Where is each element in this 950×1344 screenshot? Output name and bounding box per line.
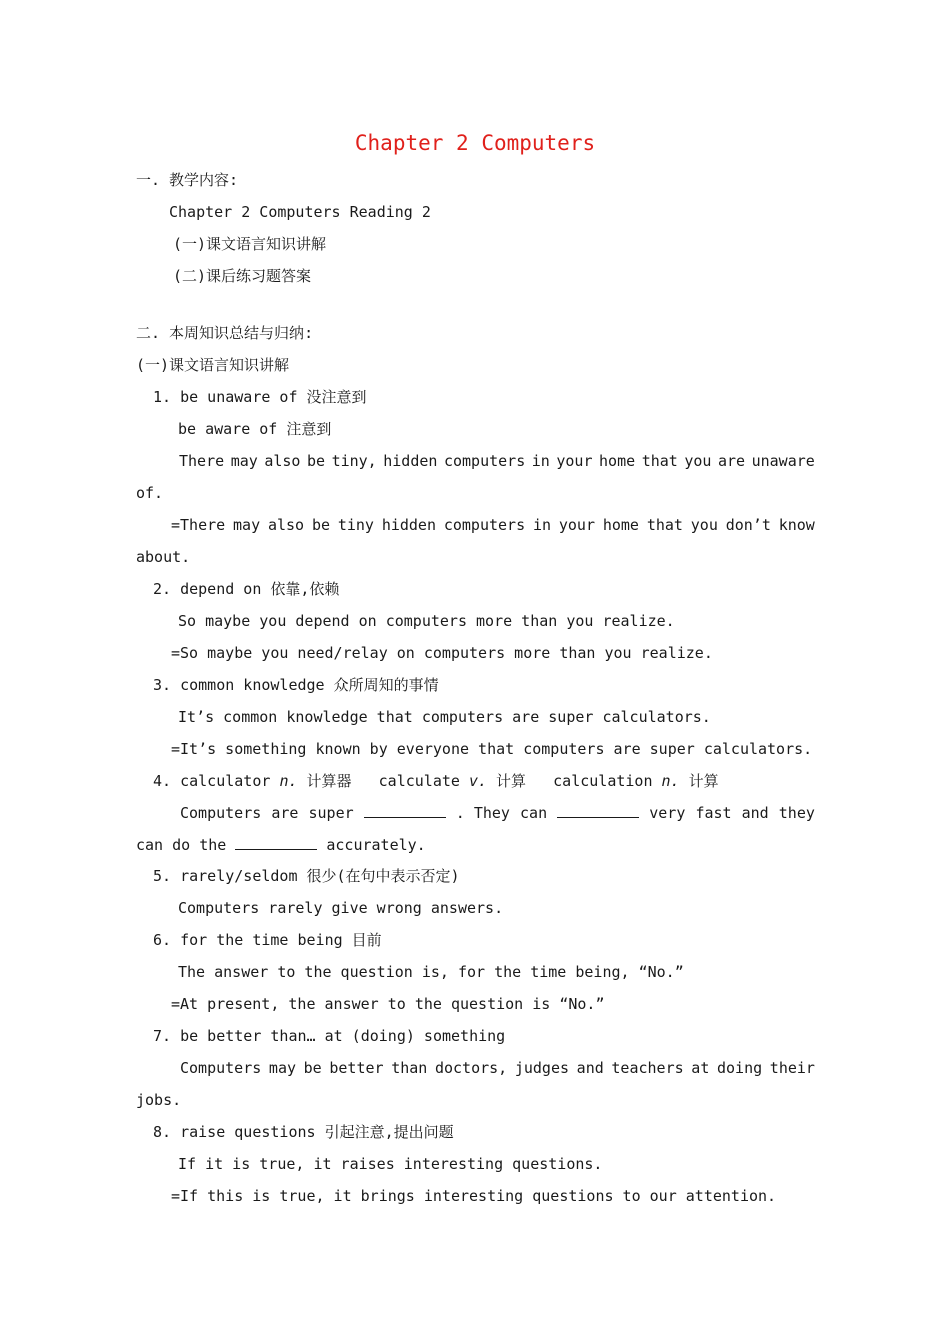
word: judges [514,1059,570,1077]
item-line: Computers rarely give wrong answers. [178,899,504,917]
word: are [717,452,746,470]
word: super [308,804,354,822]
word: be [311,516,330,534]
item-line: The answer to the question is, for the time being, “No.” [178,963,684,981]
item-heading: 8. raise questions 引起注意,提出问题 [153,1123,454,1141]
item-line: =At present, the answer to the question is “No.” [171,995,605,1013]
word: may [268,1059,297,1077]
word: very [649,804,686,822]
word: 计算 [688,772,719,790]
item-line: If it is true, it raises interesting questions. [178,1155,603,1173]
item-heading [153,771,719,791]
word: tiny [337,516,374,534]
word: and [741,804,769,822]
word: computers [443,516,526,534]
word: may [230,452,258,470]
item-line: of. [136,484,164,502]
justified-line [179,451,815,471]
word: tiny, [331,452,377,470]
word: Computers [180,804,262,822]
word: 计算 [496,772,527,790]
word: Computers [180,1059,262,1077]
word: can [520,804,548,822]
word: 4. calculator [153,772,271,790]
item-heading: 6. for the time being 目前 [153,931,382,949]
item-heading: 5. rarely/seldom 很少(在句中表示否定) [153,867,460,885]
word: unaware [751,452,815,470]
word: hidden [381,516,436,534]
justified-line [171,515,815,535]
word: teachers [611,1059,684,1077]
word: 计算器 [306,772,352,790]
word: your [558,516,595,534]
word: don’t [725,516,771,534]
item-line: =If this is true, it brings interesting questions to our attention. [171,1187,777,1205]
item-line: It’s common knowledge that computers are super calculators. [178,708,711,726]
item-line: So maybe you depend on computers more than you realize. [178,612,675,630]
word: better [329,1059,384,1077]
word: that [646,516,683,534]
word: accurately. [326,836,426,854]
word: =There [171,516,226,534]
word: your [556,452,593,470]
section-1-line: Chapter 2 Computers Reading 2 [169,203,431,221]
item-line: jobs. [136,1091,182,1109]
word: you [684,452,712,470]
word: are [271,804,299,822]
section-2-subheading: (一)课文语言知识讲解 [136,356,290,374]
word: in [532,516,552,534]
word: be [306,452,326,470]
justified-line [180,803,815,823]
item-heading: 3. common knowledge 众所周知的事情 [153,676,439,694]
word: know [778,516,815,534]
word: calculate [378,772,460,790]
word: doctors, [434,1059,508,1077]
word: that [641,452,678,470]
item-line: =It’s something known by everyone that computers are super calculators. [171,740,813,758]
item-line: be aware of 注意到 [178,420,332,438]
item-heading: 7. be better than… at (doing) something [153,1027,506,1045]
word: their [769,1059,815,1077]
word: and [576,1059,604,1077]
section-1-line: (二)课后练习题答案 [173,267,312,285]
word: v. [468,772,488,790]
word: doing [717,1059,763,1077]
item-line [136,835,426,855]
fill-in-blank[interactable] [557,803,639,818]
section-1-line: (一)课文语言知识讲解 [173,235,327,253]
word: There [179,452,225,470]
item-line: about. [136,548,191,566]
word: n. [279,772,298,790]
justified-line [180,1058,815,1078]
section-1-heading: 一. 教学内容: [136,171,239,189]
word: may [233,516,261,534]
fill-in-blank[interactable] [364,803,446,818]
word: you [690,516,718,534]
word: be [303,1059,322,1077]
word: also [267,516,305,534]
word: computers [443,452,526,470]
item-line: =So maybe you need/relay on computers more than you realize. [171,644,713,662]
word: hidden [383,452,438,470]
word: in [531,452,550,470]
item-heading: 1. be unaware of 没注意到 [153,388,367,406]
word: fast [695,804,732,822]
word: . They [455,804,510,822]
word: than [391,1059,428,1077]
word: they [778,804,815,822]
word: calculation [553,772,653,790]
word: at [691,1059,710,1077]
word: home [602,516,639,534]
section-2-heading: 二. 本周知识总结与归纳: [136,324,314,342]
fill-in-blank[interactable] [235,835,317,850]
word: also [264,452,301,470]
word: home [599,452,636,470]
word: n. [661,772,680,790]
item-heading: 2. depend on 依靠,依赖 [153,580,340,598]
word: can do the [136,836,227,854]
page-title: Chapter 2 Computers [354,131,596,155]
